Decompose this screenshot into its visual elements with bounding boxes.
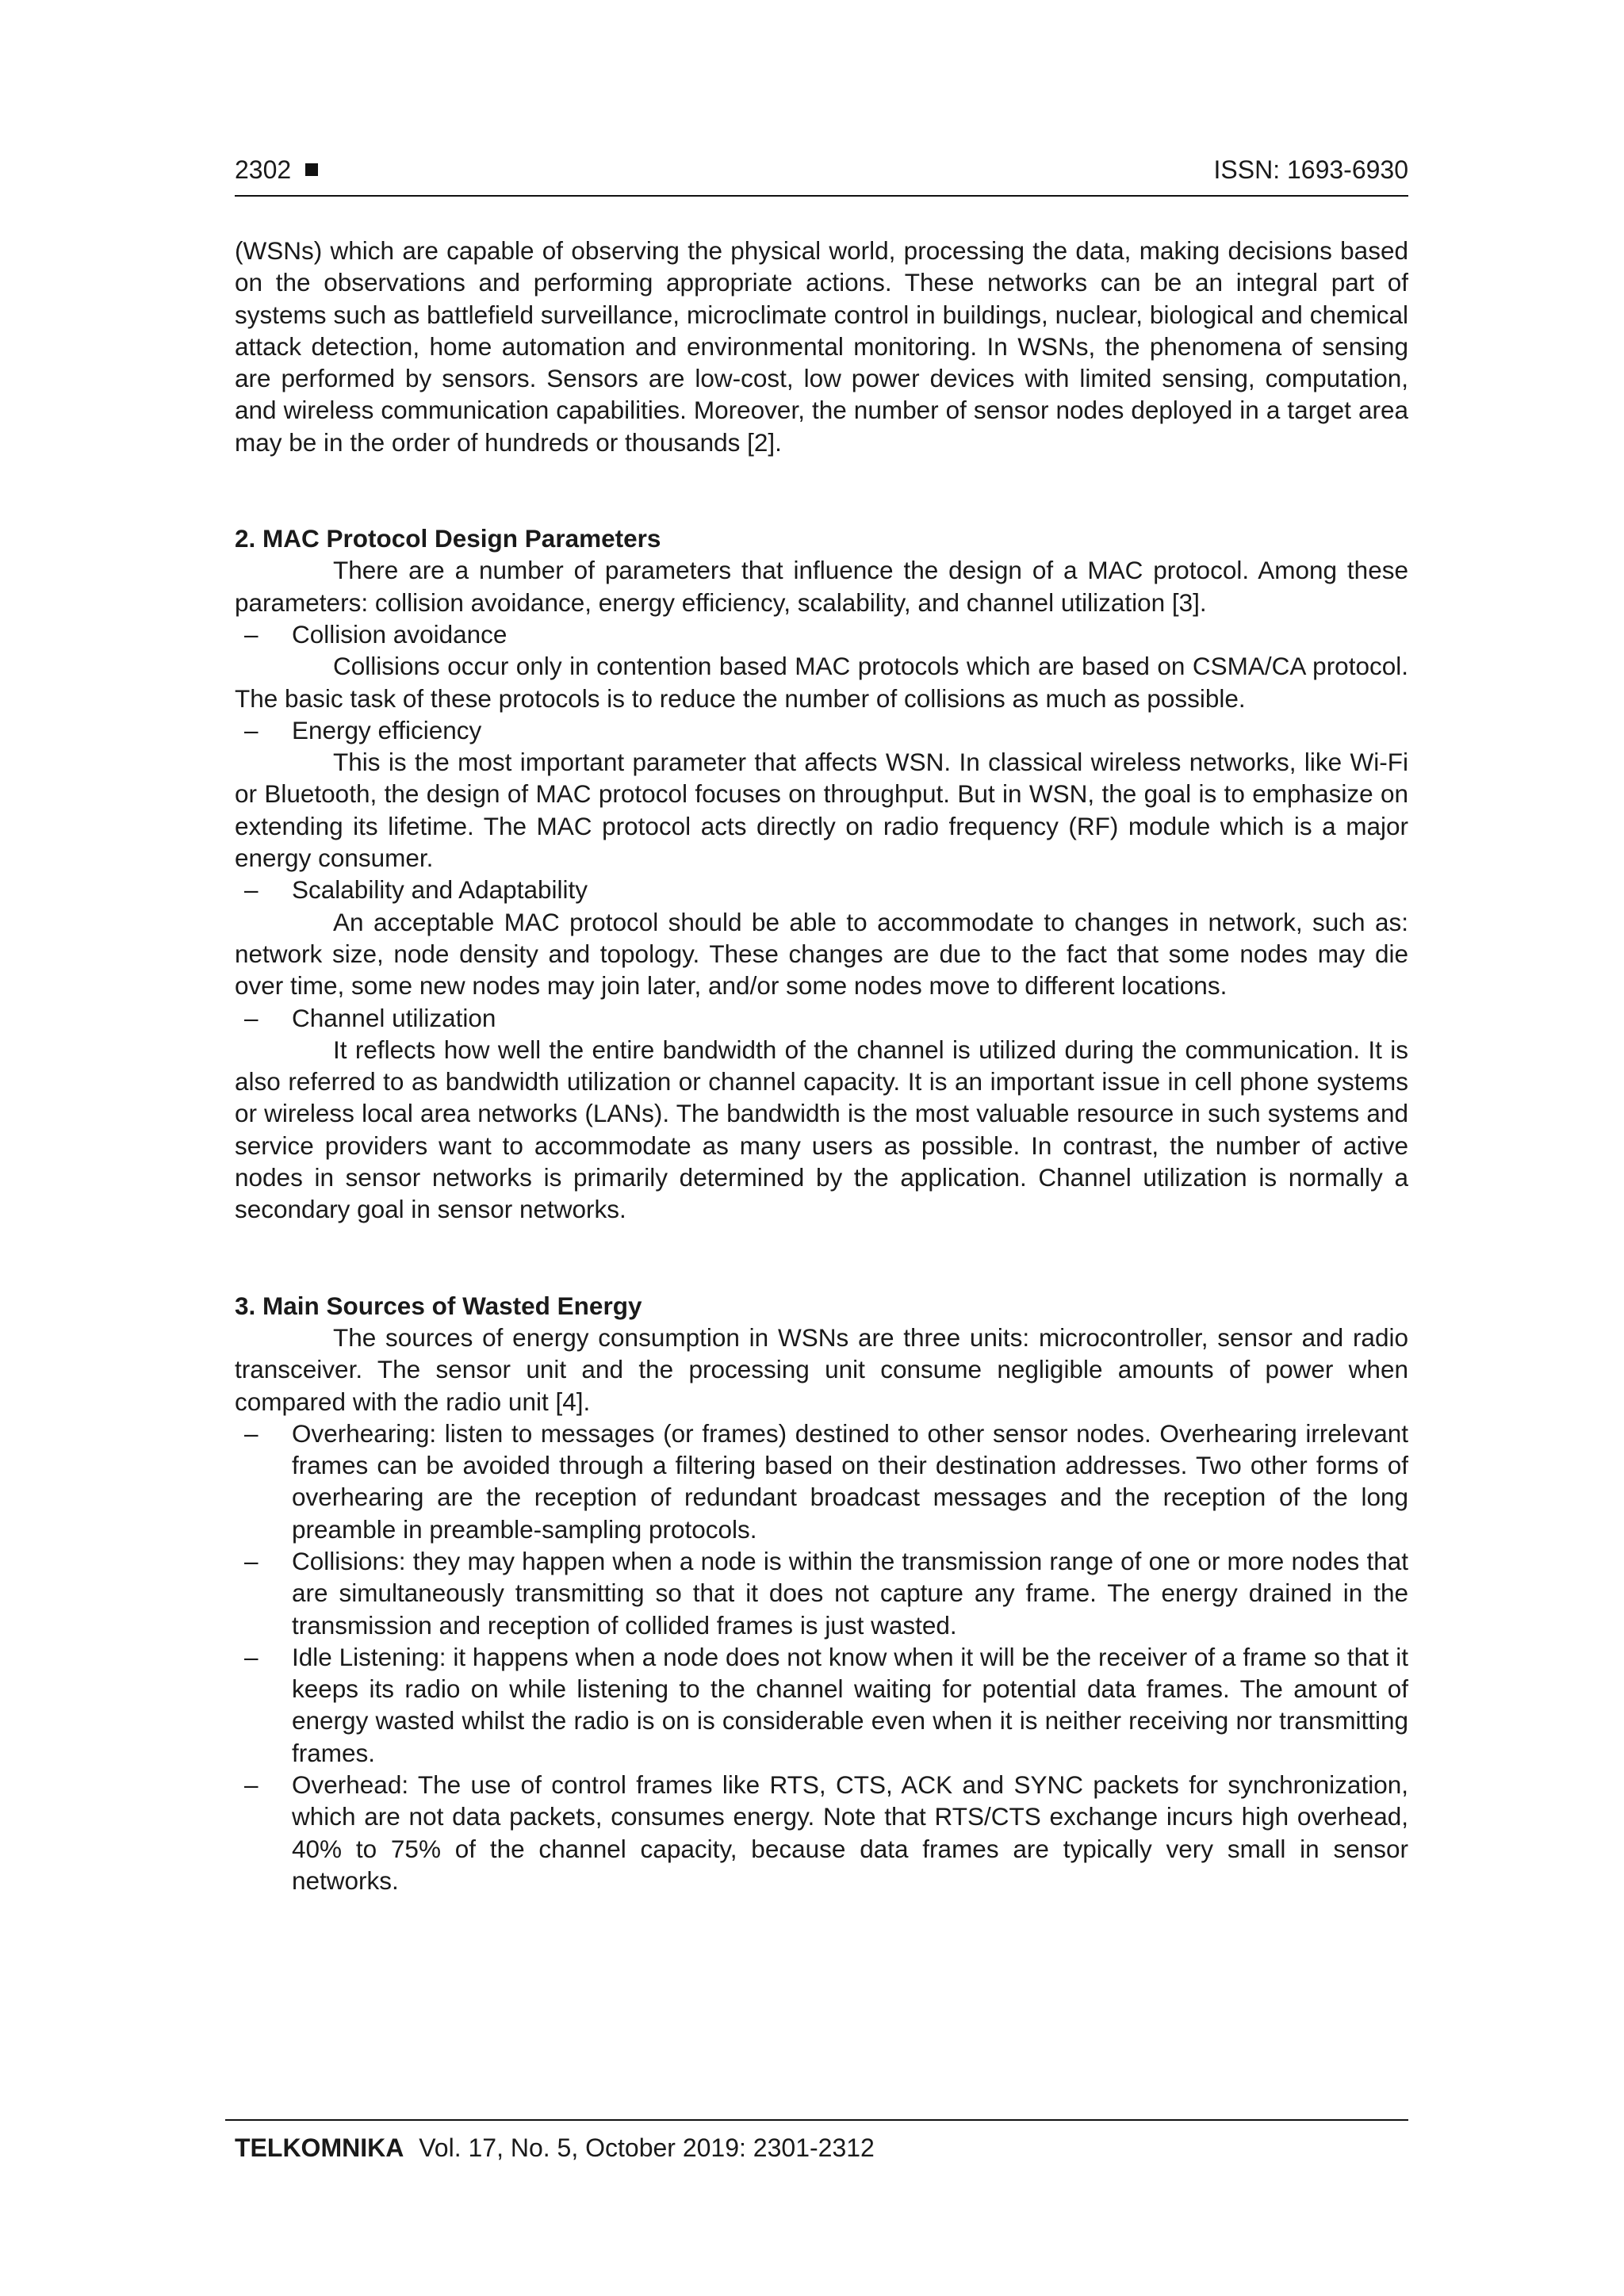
- list-item-text: Idle Listening: it happens when a node does not know when it will be the receiver of a frame so that it keeps its radio on while listening to the channel waiting for potential data frames. The amount of energy wasted whilst the radio is on is considerable even when it is neither receiving nor transmitting frames.: [292, 1642, 1408, 1767]
- dash-bullet: –: [244, 715, 259, 744]
- list-item: [235, 1545, 1408, 1641]
- page-number-text: 2302: [235, 155, 292, 184]
- square-bullet-icon: [305, 163, 318, 176]
- list-item-text: Collisions: they may happen when a node is within the transmission range of one or more nodes that are simultaneously transmitting so that it does not capture any frame. The energy drained in the transmission and reception of collided frames is just wasted.: [292, 1546, 1408, 1640]
- subsection-label-text: Collision avoidance: [292, 619, 508, 649]
- subsection-paragraph: This is the most important parameter that affects WSN. In classical wireless networks, like Wi-Fi or Bluetooth, the design of MAC protocol focuses on throughput. But in WSN, the goal is to emphasize on extending its lifetime. The MAC protocol acts directly on radio frequency (RF) module which is a major energy consumer.: [235, 748, 1408, 873]
- page-number: [235, 155, 318, 185]
- dash-bullet: –: [244, 1770, 259, 1800]
- section-heading-wasted-energy: 3. Main Sources of Wasted Energy: [235, 1291, 642, 1320]
- page-footer: [225, 2119, 1408, 2163]
- section-intro-paragraph: There are a number of parameters that influence the design of a MAC protocol. Among these parameters: collision avoidance, energy efficiency, scalability, and channel utilization [3].: [235, 556, 1408, 617]
- intro-paragraph: (WSNs) which are capable of observing the physical world, processing the data, making decisions based on the observations and performing appropriate actions. These networks can be an integral part of systems such as battlefield surveillance, microclimate control in buildings, nuclear, biological and chemical attack detection, home automation and environmental monitoring. In WSNs, the phenomena of sensing are performed by sensors. Sensors are low-cost, low power devices with limited sensing, computation, and wireless communication capabilities. Moreover, the number of sensor nodes deployed in a target area may be in the order of hundreds or thousands [2].: [235, 236, 1408, 457]
- dash-bullet: –: [244, 1003, 259, 1032]
- subsection-label: [235, 618, 1408, 650]
- list-item-text: Overhearing: listen to messages (or frames) destined to other sensor nodes. Overhearing irrelevant frames can be avoided through a filtering based on their destination addresses. Two other forms of overhearing are the reception of redundant broadcast messages and the reception of the long preamble in preamble-sampling protocols.: [292, 1418, 1408, 1544]
- dash-bullet: –: [244, 619, 259, 649]
- subsection-label: [235, 1002, 1408, 1034]
- dash-bullet: –: [244, 1642, 259, 1671]
- journal-name: TELKOMNIKA: [235, 2133, 404, 2162]
- issn-label: ISSN: 1693-6930: [1213, 155, 1408, 184]
- subsection-label-text: Energy efficiency: [292, 715, 482, 744]
- list-item: [235, 1418, 1408, 1545]
- subsection-label: [235, 874, 1408, 905]
- list-item: [235, 1641, 1408, 1769]
- dash-bullet: –: [244, 875, 259, 905]
- page-header: [235, 155, 1408, 197]
- page-body: [235, 235, 1408, 1896]
- journal-citation: Vol. 17, No. 5, October 2019: 2301-2312: [419, 2133, 875, 2162]
- dash-bullet: –: [244, 1546, 259, 1575]
- subsection-paragraph: Collisions occur only in contention based MAC protocols which are based on CSMA/CA protocol. The basic task of these protocols is to reduce the number of collisions as much as possible.: [235, 652, 1408, 713]
- list-item-text: Overhead: The use of control frames like RTS, CTS, ACK and SYNC packets for synchronization, which are not data packets, consumes energy. Note that RTS/CTS exchange incurs high overhead, 40% to 75% of the channel capacity, because data frames are typically very small in sensor networks.: [292, 1770, 1408, 1895]
- dash-bullet: –: [244, 1418, 259, 1448]
- subsection-label: [235, 714, 1408, 746]
- section-intro-paragraph: The sources of energy consumption in WSNs are three units: microcontroller, sensor and radio transceiver. The sensor unit and the processing unit consume negligible amounts of power when compared with the radio unit [4].: [235, 1322, 1408, 1416]
- subsection-paragraph: It reflects how well the entire bandwidth of the channel is utilized during the communication. It is also referred to as bandwidth utilization or channel capacity. It is an important issue in cell phone systems or wireless local area networks (LANs). The bandwidth is the most valuable resource in such systems and service providers want to accommodate as many users as possible. In contrast, the number of active nodes in sensor networks is primarily determined by the application. Channel utilization is normally a secondary goal in sensor networks.: [235, 1035, 1408, 1224]
- subsection-label-text: Channel utilization: [292, 1003, 496, 1032]
- subsection-label-text: Scalability and Adaptability: [292, 875, 588, 905]
- section-heading-mac-protocol: 2. MAC Protocol Design Parameters: [235, 524, 661, 553]
- subsection-paragraph: An acceptable MAC protocol should be able to accommodate to changes in network, such as: network size, node density and topology. These changes are due to the fact that some nodes may die over time, some new nodes may join later, and/or some nodes move to different locations.: [235, 907, 1408, 1001]
- list-item: [235, 1769, 1408, 1896]
